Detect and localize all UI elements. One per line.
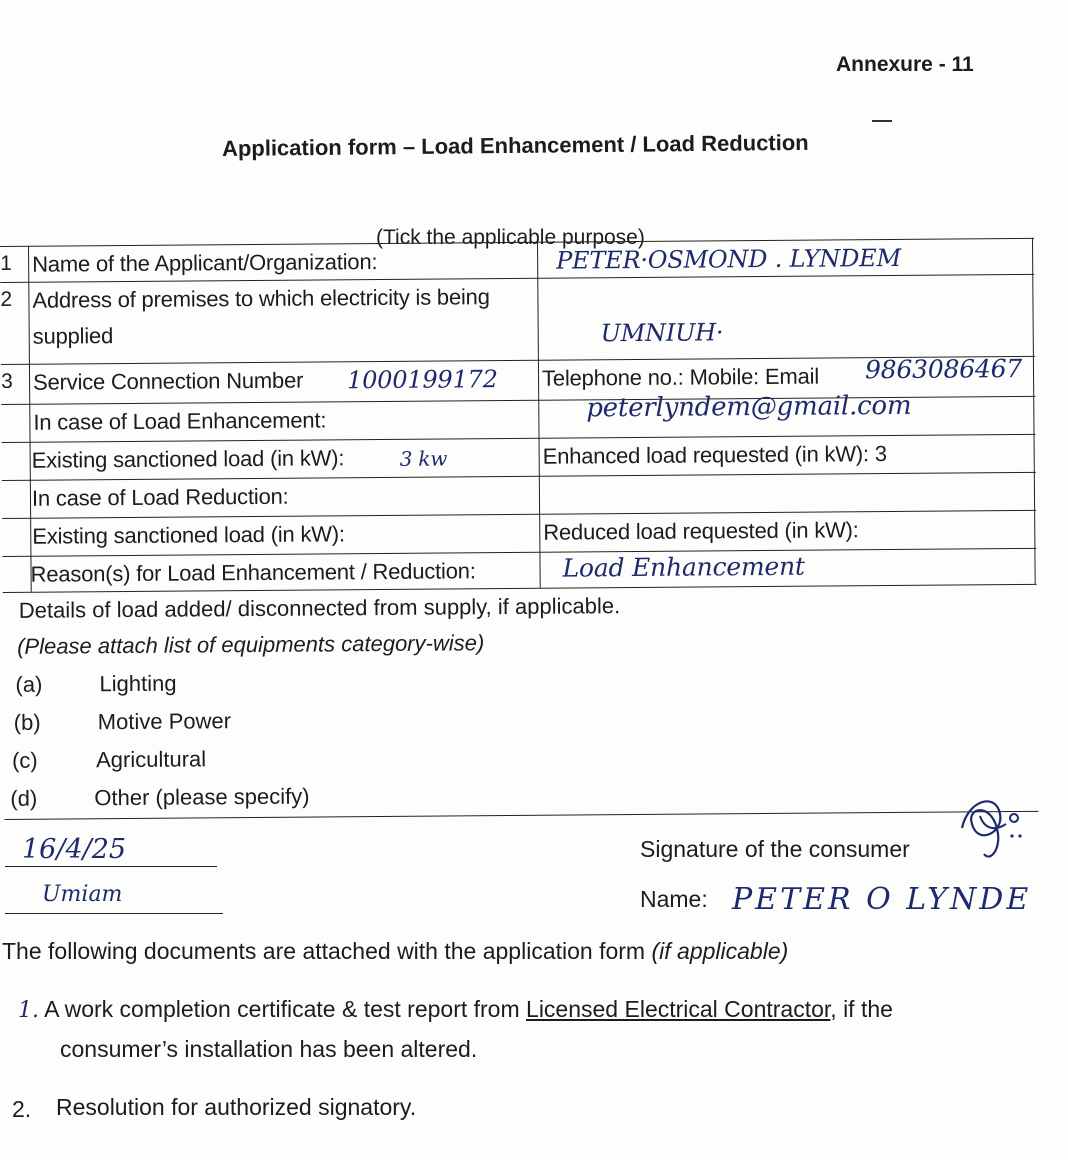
load-reduction-label: In case of Load Reduction:	[31, 483, 289, 511]
name-value: PETER O LYNDE	[732, 882, 1032, 917]
row-divider	[2, 510, 1036, 519]
document-item-1	[18, 996, 893, 1023]
row-number: 3	[0, 369, 13, 393]
reduced-load-label: Reduced load requested (in kW):	[543, 517, 859, 545]
reason-value: Load Enhancement	[562, 551, 805, 583]
value-column-divider	[537, 242, 541, 588]
place-line	[5, 913, 223, 914]
applicant-name-value: PETER·OSMOND . LYNDEM	[556, 243, 902, 275]
service-connection-value: 1000199172	[346, 365, 498, 395]
item-tag-c: (c)	[11, 747, 38, 773]
load-enhancement-label: In case of Load Enhancement:	[33, 407, 327, 435]
address-label-line2: supplied	[32, 323, 114, 349]
documents-intro	[2, 938, 788, 965]
signature-label: Signature of the consumer	[640, 836, 910, 862]
consumer-signature	[954, 788, 1024, 868]
item-tag-b: (b)	[13, 709, 41, 735]
row-divider	[2, 548, 1036, 557]
enhanced-load-label: Enhanced load requested (in kW): 3	[542, 441, 887, 469]
existing-load-label: Existing sanctioned load (in kW):	[31, 445, 345, 473]
document-item-1-line2: consumer’s installation has been altered.	[60, 1036, 478, 1062]
date-line	[5, 866, 217, 867]
email-value: peterlyndem@gmail.com	[586, 390, 912, 424]
documents-intro-note: (if applicable)	[651, 938, 789, 964]
details-note: (Please attach list of equipments category-wise)	[17, 630, 485, 659]
number-column-divider	[28, 246, 32, 592]
documents-intro-text: The following documents are attached with the application form	[2, 938, 646, 964]
document-item-1-mark: 1.	[18, 998, 39, 1023]
document-item-2-text: Resolution for authorized signatory.	[56, 1094, 417, 1120]
details-heading: Details of load added/ disconnected from supply, if applicable.	[18, 593, 621, 623]
application-table	[0, 238, 1038, 821]
item-tag-d: (d)	[10, 785, 38, 811]
item-tag-a: (a)	[15, 671, 43, 697]
address-value: UMNIUH·	[600, 318, 724, 348]
item-agricultural: Agricultural	[95, 746, 207, 773]
existing-load-value: 3 kw	[399, 446, 448, 471]
document-item-1-pre: A work completion certificate & test report from	[44, 996, 527, 1022]
reason-label: Reason(s) for Load Enhancement / Reduction:	[30, 558, 476, 587]
date-value: 16/4/25	[22, 834, 127, 865]
item-lighting: Lighting	[99, 670, 177, 697]
table-right-border	[1032, 238, 1036, 584]
item-motive-power: Motive Power	[97, 708, 232, 735]
item-other: Other (please specify)	[94, 783, 310, 811]
name-label: Name:	[640, 886, 708, 912]
row-number: 1	[0, 251, 12, 275]
applicant-name-label: Name of the Applicant/Organization:	[32, 249, 378, 277]
annexure-dash	[872, 120, 892, 122]
place-value: Umiam	[42, 882, 123, 907]
telephone-email-label: Telephone no.: Mobile: Email	[541, 363, 820, 391]
annexure-label: Annexure - 11	[836, 53, 974, 76]
row-number: 2	[0, 287, 13, 311]
form-title: Application form – Load Enhancement / Load Reduction	[221, 129, 809, 161]
tick-instruction: (Tick the applicable purpose)	[376, 226, 645, 249]
row-divider	[2, 472, 1036, 481]
document-item-1-underlined: Licensed Electrical Contractor	[526, 996, 831, 1022]
address-label-line1: Address of premises to which electricity is being	[32, 284, 490, 313]
existing-load-label: Existing sanctioned load (in kW):	[32, 521, 345, 549]
phone-value: 9863086467	[864, 353, 1023, 385]
service-connection-label: Service Connection Number	[32, 367, 304, 395]
document-item-1-post: , if the	[830, 996, 893, 1022]
table-bottom-border	[5, 811, 1039, 820]
document-item-2-number: 2.	[12, 1096, 32, 1122]
